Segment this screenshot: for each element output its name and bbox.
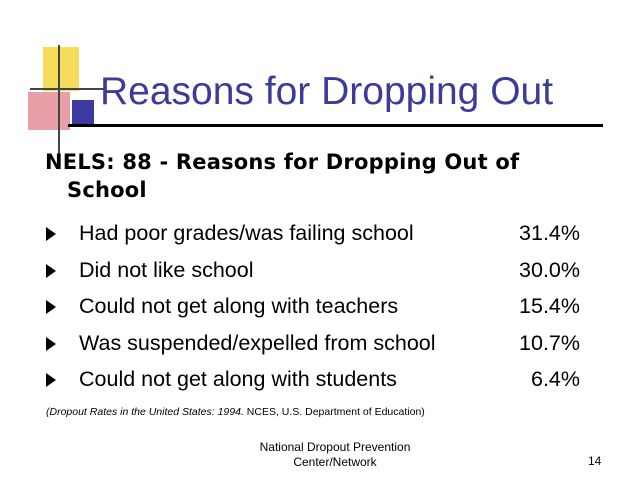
bullet-icon [46, 337, 56, 351]
subtitle [45, 148, 605, 204]
citation-source-title: (Dropout Rates in the United States: 1994. [46, 406, 244, 418]
decorative-line-vertical [58, 45, 60, 160]
reason-percent: 30.0% [519, 257, 580, 282]
reason-label: Had poor grades/was failing school [79, 221, 414, 245]
citation [46, 406, 425, 418]
subtitle-line-1: NELS: 88 - Reasons for Dropping Out of [45, 150, 520, 174]
bullet-icon [46, 227, 56, 241]
list-item [45, 291, 580, 328]
reason-percent: 6.4% [530, 367, 580, 391]
decorative-square-blue [72, 100, 94, 124]
list-item [45, 218, 580, 255]
reasons-list [45, 218, 580, 401]
reason-label: Was suspended/expelled from school [79, 330, 436, 355]
decorative-square-pink [28, 92, 70, 130]
decorative-line-horizontal [30, 88, 105, 90]
slide-title: Reasons for Dropping Out [100, 70, 554, 113]
footer-organization [240, 440, 430, 470]
reason-percent: 15.4% [519, 294, 580, 318]
citation-publisher: NCES, U.S. Department of Education) [243, 406, 425, 418]
footer-line-1: National Dropout Prevention [259, 440, 411, 454]
list-item [45, 364, 580, 401]
reason-label: Could not get along with teachers [79, 294, 399, 318]
list-item [45, 255, 580, 292]
bullet-icon [46, 264, 56, 278]
reason-percent: 31.4% [519, 221, 580, 245]
list-item [45, 328, 580, 365]
reason-percent: 10.7% [519, 330, 580, 355]
reason-label: Did not like school [79, 257, 254, 282]
subtitle-line-2: School [67, 178, 147, 202]
bullet-icon [46, 300, 56, 314]
page-number: 14 [588, 454, 602, 468]
title-underline [68, 124, 603, 127]
bullet-icon [46, 373, 56, 387]
decorative-square-yellow [43, 47, 79, 91]
footer-line-2: Center/Network [293, 455, 377, 469]
reason-label: Could not get along with students [79, 367, 397, 391]
